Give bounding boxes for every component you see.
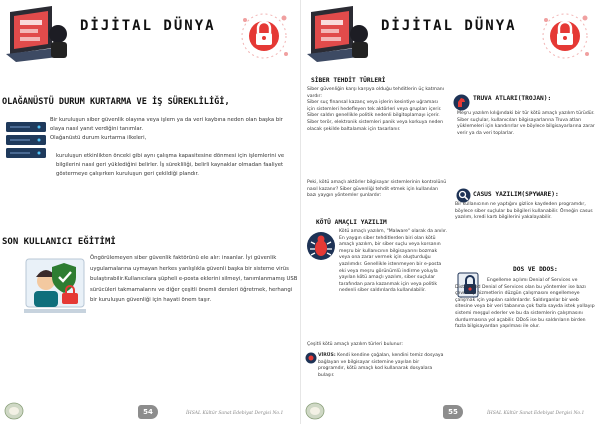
section-body	[56, 152, 296, 179]
paragraph	[318, 353, 446, 379]
section-body	[457, 111, 597, 137]
section-body	[90, 253, 298, 306]
virus-icon	[305, 352, 317, 364]
section-body	[50, 116, 295, 143]
footer-text: İHSAL Kültür Sanat Edebiyat Dergisi No.1	[186, 411, 284, 416]
paragraph: Bir kuruluşun siber güvenlik olayına veya işlem ya da veri kaybına neden olan başka bir olaya nasıl yanıt verdiğini tanımlar.	[50, 117, 283, 132]
spyware-icon	[456, 188, 471, 203]
footer-text: İHSAL Kültür Sanat Edebiyat Dergisi No.1	[487, 411, 585, 416]
section-body	[307, 180, 447, 200]
section-body	[307, 87, 447, 133]
section-heading: CASUS YAZILIM(SPYWARE):	[473, 191, 559, 198]
paragraph: Siber suç finansal kazanç veya işlerin kesintiye uğraması için sistemleri hedefleyen tek aktörleri veya grupları içerir. Siber saldırı genellikle politik nedenli bilgitoplamayı içerir. Siber terör, elektronik sistemleri panik veya korkuya neden olacak şekilde baltalamak için tasarlanır.	[307, 100, 444, 132]
paragraph: Peki, kötü amaçlı aktörler bilgisayar sistemlerinin kontrolünü nasıl kazanır? Siber güvenliği tehdit etmek için kullanılan bazı yaygın yöntemler şunlardır:	[307, 180, 447, 199]
section-heading: SON KULLANICI EĞİTİMİ	[2, 237, 116, 247]
section-heading: KÖTÜ AMAÇLI YAZILIM	[316, 219, 387, 226]
trojan-horse-icon	[453, 94, 470, 111]
paragraph: Engelleme açılımı Denial of Services ve Distributed Denial of Services olan bu yöntemler ise bazı çevrimiçi hizmetlerin düzgün çalışmasını engellemeye çalışmak için yapılan saldırılardır. Saldırganlar bir web sitesine veya bir veri tabanına çok fazla sayıda istek yollayıp sistemi meşgul ederler ve bu da sistemlerin çalışmasını durdurmasına yol açabilir. DDoS ise bu saldırıların birden fazla bilgisayardan yapılması ile olur.	[455, 278, 595, 330]
lock-icon	[537, 6, 593, 62]
page-title: DİJİTAL DÜNYA	[381, 18, 517, 34]
page-number: 54	[138, 405, 158, 419]
magazine-logo-icon	[4, 402, 24, 420]
server-rack-icon	[4, 120, 48, 162]
section-heading: TRUVA ATLARI(TROJAN):	[473, 95, 552, 102]
magazine-logo-icon	[305, 402, 325, 420]
section-heading: SİBER TEHDİT TÜRLERİ	[311, 77, 386, 84]
page-title: DİJİTAL DÜNYA	[80, 18, 216, 34]
lock-icon	[236, 6, 292, 62]
section-heading: DOS VE DDOS:	[513, 266, 558, 273]
section-body	[339, 229, 449, 295]
paragraph: Siber güvenliğin karşı karşıya olduğu tehditlerin üç katmanı vardır:	[307, 87, 444, 99]
right-page	[300, 0, 600, 424]
paragraph: kuruluşun etkinlikten önceki gibi aynı çalışma kapasitesine dönmesi için işlemlerini ve bilgilerini nasıl geri yüklediğini belirler. İş sürekliliği, belirli kaynaklar olmadan faaliyet göstermeye çalışırken kuruluşun geri çekildiği plandır.	[56, 153, 285, 177]
section-body	[455, 278, 597, 331]
user-security-icon	[22, 253, 88, 319]
paragraph: Olağanüstü durum kurtarma ilkeleri,	[50, 135, 147, 141]
section-heading: OLAĞANÜSTÜ DURUM KURTARMA VE İŞ SÜREKLİLİĞİ,	[2, 97, 230, 107]
virus-text: Kendi kendine çoğalan, kendini temiz dosyaya bağlayan ve bilgisayar sistemine yayılan bir programdır, kötü amaçlı kod kullanarak dosyalara bulaşır.	[318, 353, 444, 378]
page-number: 55	[443, 405, 463, 419]
paragraph: Bir kullanıcının ne yaptığını gizlice kaydeden programdır, böylece siber suçlular bu bilgileri kullanabilir. Örneğin casus yazılım, kredi kartı bilgilerini yakalayabilir.	[455, 202, 593, 221]
paragraph: Çeşitli kötü amaçlı yazılım türleri bulunur:	[307, 342, 403, 347]
virus-label: VİRÜS:	[318, 353, 336, 358]
paragraph: Meşru yazılım kılığındaki bir tür kötü amaçlı yazılım türüdür. Siber suçlular, kullanıcıları bilgisayarlarına Truva atları yüklemeleri için kandırırlar ve böylece bilgisayarlarına zarar verir ya da veri toplarlar.	[457, 111, 595, 136]
paragraph: Kötü amaçlı yazılım, "Malware" olarak da anılır. En yaygın siber tehditlerden biri olan kötü amaçlı yazılım, bir siber suçlu veya korsanın meşru bir kullanıcının bilgisayarını bozmak veya ona zarar vermek için oluşturduğu yazılımdır. Genellikle istenmeyen bir e-posta eki veya meşru görünümlü indirme yoluyla yayılan kötü amaçlı yazılım, siber suçlular tarafından para kazanmak için veya politik nedenli siber saldırılarda kullanılabilir.	[339, 229, 447, 294]
section-body	[318, 353, 446, 379]
hacker-illustration-icon	[4, 4, 72, 66]
hacker-illustration-icon	[305, 4, 373, 66]
section-body	[307, 342, 447, 349]
section-body	[455, 202, 597, 222]
paragraph: Öngörülemeyen siber güvenlik faktörünü ele alır: insanlar. İyi güvenlik uygulamalarına uymayan herkes yanlışlıkla güvenli başka bir sisteme virüs bulaştırabilir.Kullanıcılara şüpheli e-posta eklerini silmeyi, tanımlanmamış USB sürücüleri takmamalarını ve diğer çeşitli önemli dersleri öğretmek, herhangi bir kuruluşun güvenliği için hayati önem taşır.	[90, 255, 298, 303]
malware-bug-icon	[305, 230, 337, 262]
